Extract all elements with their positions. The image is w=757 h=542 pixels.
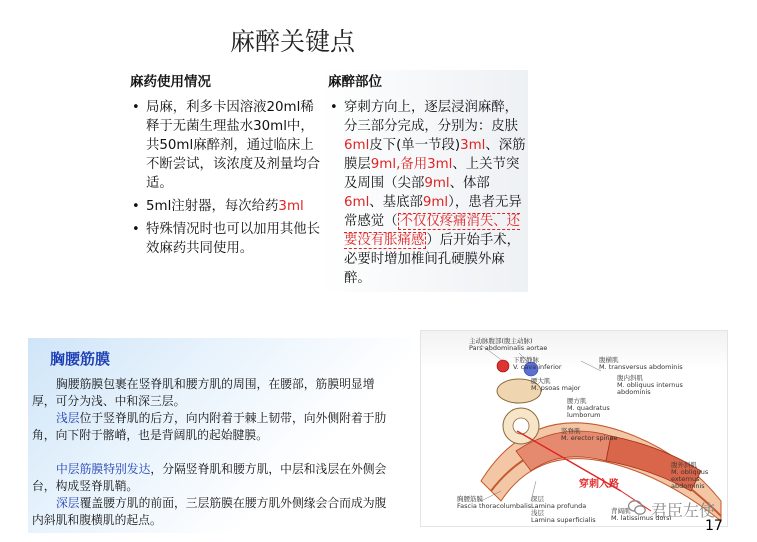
label-aorta: Pars abdominalis aortae bbox=[469, 344, 548, 352]
paragraph-text: ，分隔竖脊肌和腰方肌，中层和浅层在外侧会台，构成竖脊肌鞘。 bbox=[32, 462, 387, 493]
label-int-oblique-cn: 腹内斜肌 bbox=[617, 374, 643, 382]
dose-highlight: 9ml bbox=[422, 195, 449, 210]
dose-highlight: 6ml bbox=[344, 195, 370, 210]
label-erector-cn: 竖脊肌 bbox=[561, 427, 581, 435]
label-quadratus-cn: 腰方肌 bbox=[567, 397, 587, 405]
fascia-paragraph-1: 胸腰筋膜包裹在竖脊肌和腰方肌的周围，在腰部，筋膜明显增厚，可分为浅、中和深三层。 bbox=[32, 377, 375, 408]
label-ivc-cn: 下腔静脉 bbox=[513, 356, 539, 364]
label-latissimus-cn: 背阔肌 bbox=[611, 507, 631, 515]
text-segment: ）后开始手术，必要时增加椎间孔硬膜外麻醉。 bbox=[344, 233, 521, 286]
label-fascia: Fascia thoracolumbalis bbox=[457, 502, 532, 510]
puncture-path-label: 穿刺入路 bbox=[579, 479, 619, 490]
text-segment: 穿刺方向上，逐层浸润麻醉，分三部分完成，分别为：皮肤 bbox=[344, 100, 519, 134]
anesthesia-site-list bbox=[320, 98, 528, 288]
wechat-icon bbox=[628, 500, 646, 520]
label-superficial: Lamina superficialis bbox=[531, 516, 596, 524]
label-ext-oblique: M. obliquus bbox=[671, 468, 709, 476]
paragraph-text: 位于竖脊肌的后方，向内附着于棘上韧带，向外侧附着于肋角，向下附于髂嵴，也是背阔肌的起始腱膜。 bbox=[32, 411, 387, 442]
watermark bbox=[628, 498, 715, 521]
fascia-paragraph-3 bbox=[32, 461, 388, 495]
anesthesia-site-heading: 麻醉部位 bbox=[328, 74, 382, 90]
bullet-text: 局麻，利多卡因溶液20ml稀释于无菌生理盐水30ml中，共50ml麻醉剂，通过临床上不断尝试，该浓度及剂量均合适。 bbox=[146, 100, 321, 191]
slide-title: 麻醉关键点 bbox=[230, 27, 356, 56]
fascia-heading: 胸腰筋膜 bbox=[50, 350, 111, 368]
label-fascia-cn: 胸腰筋膜 bbox=[457, 495, 483, 503]
thoracolumbar-fascia-panel bbox=[28, 338, 410, 533]
fascia-paragraph-4 bbox=[32, 495, 388, 529]
bullet-highlight: 3ml bbox=[278, 199, 304, 214]
paragraph-text: 覆盖腰方肌的前面，三层筋膜在腰方肌外侧缘会合而成为腹内斜肌和腹横肌的起点。 bbox=[32, 496, 387, 527]
label-transversus: M. transversus abdominis bbox=[599, 363, 683, 371]
label-quadratus: M. quadratus bbox=[567, 404, 610, 412]
dose-highlight: 6ml bbox=[344, 138, 370, 153]
label-ext-oblique-cn: 腹外斜肌 bbox=[671, 461, 697, 469]
bullet-text: 特殊情况时也可以加用其他长效麻药共同使用。 bbox=[146, 222, 321, 256]
label-superficial-cn: 浅层 bbox=[531, 509, 544, 517]
text-segment: 、体部 bbox=[449, 176, 490, 191]
label-psoas-cn: 腰大肌 bbox=[531, 377, 551, 385]
deep-layer-lead: 深层 bbox=[56, 496, 80, 510]
list-item bbox=[132, 98, 322, 193]
label-erector: M. erector spinae bbox=[561, 434, 618, 442]
middle-layer-lead: 中层筋膜特别发达 bbox=[56, 462, 151, 476]
text-segment: ），患者无异常感觉（ bbox=[344, 195, 522, 229]
label-quadratus-2: lumborum bbox=[567, 411, 601, 419]
anesthetic-usage-list bbox=[122, 98, 322, 258]
list-item bbox=[132, 220, 322, 258]
list-item bbox=[330, 98, 528, 288]
anesthesia-site-section bbox=[320, 70, 528, 292]
dose-highlight: 9ml,备用3ml bbox=[370, 157, 453, 172]
label-int-oblique: M. obliquus internus bbox=[617, 381, 683, 389]
label-latissimus: M. latissimus dorsi bbox=[611, 514, 672, 522]
sensation-highlight: 不仅仅疼痛消失、还要没有胀痛感 bbox=[344, 214, 521, 248]
label-int-oblique-2: abdominis bbox=[617, 388, 651, 396]
label-ext-oblique-3: abdominis bbox=[671, 482, 705, 490]
label-ivc: V. cava inferior bbox=[513, 363, 562, 371]
dose-highlight: 3ml bbox=[460, 138, 486, 153]
dose-highlight: 9ml bbox=[424, 176, 450, 191]
label-deep: Lamina profunda bbox=[531, 502, 587, 510]
text-segment: 、深筋膜层 bbox=[344, 138, 526, 172]
label-aorta-cn: 主动脉腹部(腹主动脉) bbox=[469, 337, 533, 345]
superficial-layer-lead: 浅层 bbox=[56, 411, 80, 425]
list-item bbox=[132, 197, 322, 216]
text-segment: 、上关节突及周围（尖部 bbox=[344, 157, 520, 191]
anesthetic-usage-section bbox=[122, 70, 322, 262]
text-segment: 、基底部 bbox=[369, 195, 423, 210]
fascia-paragraph-2 bbox=[32, 410, 388, 444]
watermark-text: 君臣左使 bbox=[651, 501, 716, 520]
page-number: 17 bbox=[705, 518, 723, 534]
text-segment: 皮下(单一节段) bbox=[369, 138, 461, 153]
bullet-text: 5ml注射器，每次给药 bbox=[146, 199, 279, 214]
label-transversus-cn: 腹横肌 bbox=[599, 356, 619, 364]
label-deep-cn: 深层 bbox=[531, 495, 544, 503]
label-ext-oblique-2: externus bbox=[671, 475, 700, 483]
label-psoas: M. psoas major bbox=[531, 384, 581, 392]
anesthetic-usage-heading: 麻药使用情况 bbox=[130, 74, 211, 90]
